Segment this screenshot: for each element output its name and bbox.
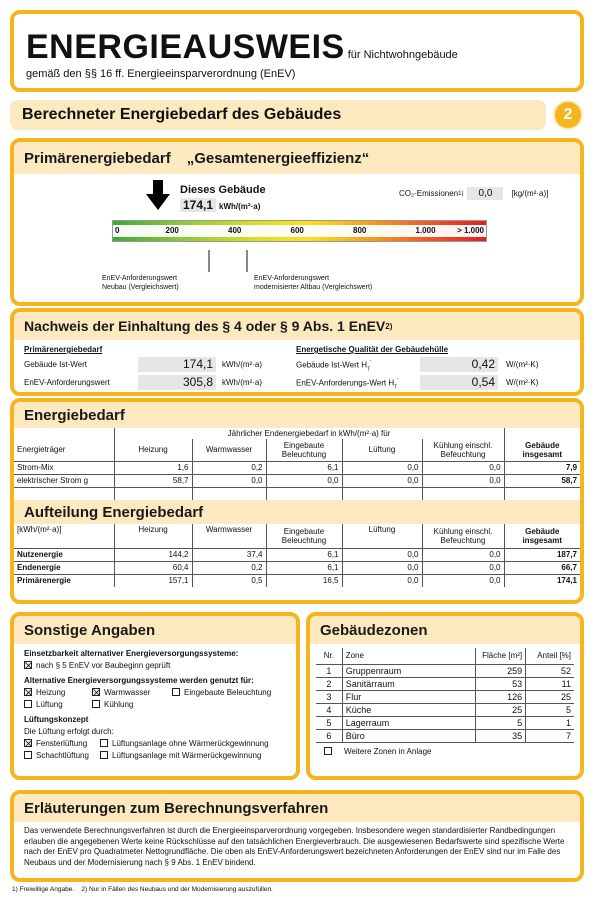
table-row bbox=[14, 474, 580, 487]
right-label-2-sub: T bbox=[394, 384, 398, 391]
left-row-2 bbox=[24, 375, 284, 390]
cell: Flur bbox=[342, 690, 475, 703]
col-head: Energieträger bbox=[17, 445, 66, 455]
cell: 16,5 bbox=[266, 574, 342, 587]
col-head: Kühlung einschl. Befeuchtung bbox=[422, 524, 504, 548]
primary-energy-header bbox=[14, 142, 580, 174]
cell: Gruppenraum bbox=[342, 664, 475, 677]
cell: 52 bbox=[526, 664, 574, 677]
option-label: Schachtlüftung bbox=[36, 751, 89, 760]
table-row bbox=[14, 561, 580, 574]
cell: 58,7 bbox=[504, 474, 580, 487]
table-row bbox=[316, 703, 574, 716]
col-head: Zone bbox=[342, 648, 475, 664]
option-label: Fensterlüftung bbox=[36, 739, 88, 748]
cell: 0,0 bbox=[342, 461, 422, 474]
cell bbox=[342, 487, 422, 500]
checkbox-schacht[interactable] bbox=[24, 751, 32, 759]
cell: 1,6 bbox=[114, 461, 192, 474]
header-box bbox=[10, 10, 584, 92]
checkbox-lueftung[interactable] bbox=[24, 700, 32, 708]
ref-mod-label-1: EnEV-Anforderungswert bbox=[254, 275, 330, 282]
cell: 6 bbox=[326, 730, 332, 741]
cell: 35 bbox=[475, 729, 525, 742]
cell: 174,1 bbox=[504, 574, 580, 587]
scale-tick-label: > 1.000 bbox=[457, 226, 484, 235]
primary-title-b: „Gesamtenergieeffizienz“ bbox=[186, 149, 370, 167]
primary-energy-box bbox=[10, 138, 584, 306]
left-label-1: Gebäude Ist-Wert bbox=[24, 360, 87, 369]
cell: 7,9 bbox=[504, 461, 580, 474]
left-label-2: EnEV-Anforderungswert bbox=[24, 378, 110, 387]
ref-new-label-1: EnEV-Anforderungswert bbox=[102, 275, 178, 282]
ref-mod-label-2: modernisierter Altbau (Vergleichswert) bbox=[254, 284, 373, 291]
energiebedarf-table bbox=[14, 428, 580, 500]
table-row bbox=[316, 690, 574, 703]
cell: 0,0 bbox=[422, 574, 504, 587]
vent-head: Lüftungskonzept bbox=[24, 715, 89, 724]
co2-value: 0,0 bbox=[467, 187, 503, 200]
checkbox-kuehlung[interactable] bbox=[92, 700, 100, 708]
cell bbox=[192, 487, 266, 500]
table-row bbox=[316, 664, 574, 677]
option-label: Kühlung bbox=[104, 700, 134, 709]
col-head: Eingebaute Beleuchtung bbox=[266, 439, 342, 461]
nachweis-header bbox=[14, 312, 580, 340]
co2-label: CO₂-Emissionen bbox=[399, 189, 459, 198]
right-label-2: EnEV-Anforderungs-Wert H bbox=[296, 378, 395, 388]
cell: 0,5 bbox=[192, 574, 266, 587]
building-value: 174,1 bbox=[180, 198, 216, 212]
cell: 0,0 bbox=[266, 474, 342, 487]
table-row bbox=[14, 461, 580, 474]
checkbox-anlage-mit[interactable] bbox=[100, 751, 108, 759]
energiebedarf-header bbox=[14, 402, 580, 428]
option-label: Lüftung bbox=[36, 700, 63, 709]
erlaeuterungen-title: Erläuterungen zum Berechnungsverfahren bbox=[24, 799, 329, 817]
nachweis-footnote: 2) bbox=[385, 321, 393, 331]
scale-ticks bbox=[113, 225, 486, 237]
cell: 126 bbox=[475, 690, 525, 703]
right-unit-1: W/(m²·K) bbox=[506, 360, 539, 369]
option-label: Eingebaute Beleuchtung bbox=[184, 688, 272, 697]
right-label-1-sub: T bbox=[367, 366, 371, 373]
table-row bbox=[316, 729, 574, 742]
ref-new-marker bbox=[208, 250, 210, 272]
col-head: Warmwasser bbox=[192, 439, 266, 461]
cell: 1 bbox=[326, 665, 332, 676]
co2-footnote: 1) bbox=[458, 190, 464, 197]
right-row-1 bbox=[296, 357, 576, 372]
table-row bbox=[14, 574, 580, 587]
left-value-1: 174,1 bbox=[138, 357, 216, 372]
col-head: Eingebaute Beleuchtung bbox=[266, 524, 342, 548]
ref-mod-marker bbox=[246, 250, 248, 272]
option-label: Warmwasser bbox=[104, 688, 151, 697]
table-row bbox=[316, 677, 574, 690]
aufteilung-table bbox=[14, 524, 580, 587]
aufteilung-header bbox=[14, 500, 580, 524]
cell: Endenergie bbox=[17, 563, 61, 572]
co2-unit: [kg/(m²·a)] bbox=[511, 189, 549, 198]
cell: Büro bbox=[342, 729, 475, 742]
aufteilung-title: Aufteilung Energiebedarf bbox=[24, 503, 204, 521]
col-head: Gebäude insgesamt bbox=[504, 524, 580, 548]
col-head: Lüftung bbox=[342, 439, 422, 461]
checkbox-anlage-ohne[interactable] bbox=[100, 739, 108, 747]
option-label: Lüftungsanlage mit Wärmerückgewinnung bbox=[112, 751, 262, 760]
cell: 58,7 bbox=[114, 474, 192, 487]
cell: Sanitärraum bbox=[342, 677, 475, 690]
energiebedarf-box bbox=[10, 398, 584, 604]
col-head: Heizung bbox=[114, 524, 192, 548]
cell: 187,7 bbox=[504, 548, 580, 561]
cell: 60,4 bbox=[114, 561, 192, 574]
erlaeuterungen-header bbox=[14, 794, 580, 822]
left-unit-2: kWh/(m²·a) bbox=[222, 378, 262, 387]
col-head: Heizung bbox=[114, 439, 192, 461]
col-head: Gebäude insgesamt bbox=[504, 439, 580, 461]
cell: 0,2 bbox=[192, 561, 266, 574]
col-head: Kühlung einschl. Befeuchtung bbox=[422, 439, 504, 461]
erlaeuterungen-text: Das verwendete Berechnungsverfahren ist durch die Energieeinsparverordnung vorgegeben. Insbesondere wegen standardisierter Randbedingungen erlauben die angegebenen Werte keine Rückschlüsse auf den tatsächlichen Energieverbrauch. Die ausgewiesenen Bedarfswerte sind spezifische Werte nach der EnEV pro Quadratmeter Nettogrundfläche. Die oben als EnEV-Anforderungswert bezeichneten Anforderungen der EnEV sind nur im Falle des Neubaus und der Modernisierung nach § 9 Abs. 1 EnEV bindend. bbox=[24, 826, 565, 867]
sonstige-title: Sonstige Angaben bbox=[24, 621, 156, 639]
page-number-badge bbox=[553, 100, 583, 130]
scale-tick-label: 400 bbox=[228, 226, 242, 235]
cell: 5 bbox=[526, 703, 574, 716]
col-head: Nr. bbox=[323, 651, 334, 661]
scale-tick-label: 1.000 bbox=[415, 226, 436, 235]
table-row bbox=[14, 548, 580, 561]
cell bbox=[266, 487, 342, 500]
right-unit-2: W/(m²·K) bbox=[506, 378, 539, 387]
more-zones-label: Weitere Zonen in Anlage bbox=[344, 746, 432, 756]
energiebedarf-title: Energiebedarf bbox=[24, 406, 125, 424]
arrow-head-icon bbox=[146, 194, 170, 210]
cell: 6,1 bbox=[266, 461, 342, 474]
nachweis-title: Nachweis der Einhaltung des § 4 oder § 9 Abs. 1 EnEV bbox=[24, 318, 386, 334]
cell: 6,1 bbox=[266, 548, 342, 561]
footnotes: 1) Freiwillige Angabe. 2) Nur in Fällen des Neubaus und der Modernisierung auszufüllen. bbox=[12, 886, 273, 893]
scale-tick-label: 800 bbox=[353, 226, 367, 235]
cell: 0,0 bbox=[192, 474, 266, 487]
cell: Nutzenergie bbox=[17, 550, 63, 559]
cell bbox=[504, 487, 580, 500]
scale-tick-label: 200 bbox=[165, 226, 179, 235]
right-value-1: 0,42 bbox=[420, 357, 498, 372]
cell: 25 bbox=[475, 703, 525, 716]
left-value-2: 305,8 bbox=[138, 375, 216, 390]
cell: 37,4 bbox=[192, 548, 266, 561]
alt-check-label: nach § 5 EnEV vor Baubeginn geprüft bbox=[36, 661, 171, 670]
right-row-2 bbox=[296, 375, 576, 390]
cell: 157,1 bbox=[114, 574, 192, 587]
energy-scale-bar bbox=[112, 220, 487, 242]
left-head: Primärenergiebedarf bbox=[24, 345, 103, 354]
col-head: Fläche [m²] bbox=[475, 648, 525, 664]
zonen-header bbox=[310, 616, 580, 644]
cell: 5 bbox=[326, 717, 332, 728]
building-unit: kWh/(m²·a) bbox=[219, 202, 261, 211]
left-row-1 bbox=[24, 357, 284, 372]
cell bbox=[114, 487, 192, 500]
checkbox-warmwasser[interactable] bbox=[92, 688, 100, 696]
primary-title: Primärenergiebedarf bbox=[24, 149, 171, 167]
table-row bbox=[316, 716, 574, 729]
erlaeuterungen-box bbox=[10, 790, 584, 882]
cell: elektrischer Strom g bbox=[17, 476, 89, 485]
sonstige-box bbox=[10, 612, 300, 780]
option-label: Heizung bbox=[36, 688, 66, 697]
cell: 2 bbox=[326, 678, 332, 689]
cell: 25 bbox=[526, 690, 574, 703]
cell: Primärenergie bbox=[17, 576, 71, 586]
section-bar bbox=[10, 100, 546, 130]
vent-subhead: Die Lüftung erfolgt durch: bbox=[24, 727, 114, 736]
zonen-box bbox=[306, 612, 584, 780]
checkbox-more-zones[interactable] bbox=[324, 747, 332, 755]
cell: Lagerraum bbox=[342, 716, 475, 729]
cell: 5 bbox=[475, 716, 525, 729]
group-head: Jährlicher Endenergiebedarf in kWh/(m²·a) für bbox=[114, 428, 504, 439]
cell: 66,7 bbox=[504, 561, 580, 574]
checkbox-beleuchtung[interactable] bbox=[172, 688, 180, 696]
right-head: Energetische Qualität der Gebäudehülle bbox=[296, 345, 449, 354]
cell: 11 bbox=[526, 677, 574, 690]
cell: 6,1 bbox=[266, 561, 342, 574]
table-row bbox=[14, 487, 580, 500]
building-label: Dieses Gebäude bbox=[180, 184, 266, 196]
cell: 0,0 bbox=[342, 548, 422, 561]
ref-new-label-2: Neubau (Vergleichswert) bbox=[102, 284, 179, 291]
checkbox-heizung[interactable] bbox=[24, 688, 32, 696]
cell: 1 bbox=[526, 716, 574, 729]
right-value-2: 0,54 bbox=[420, 375, 498, 390]
right-label-1: Gebäude Ist-Wert H bbox=[296, 360, 367, 370]
cell: 144,2 bbox=[114, 548, 192, 561]
cell: 4 bbox=[326, 704, 332, 715]
document-title: ENERGIEAUSWEIS bbox=[26, 28, 345, 66]
scale-tick-label: 0 bbox=[115, 226, 120, 235]
page-number: 2 bbox=[563, 106, 573, 123]
cell bbox=[14, 487, 114, 500]
nachweis-box bbox=[10, 308, 584, 396]
cell: 0,2 bbox=[192, 461, 266, 474]
cell: 3 bbox=[326, 691, 332, 702]
right-label-1-sup: ' bbox=[370, 360, 372, 366]
cell: 0,0 bbox=[422, 561, 504, 574]
cell bbox=[422, 487, 504, 500]
col-head: [kWh/(m²·a)] bbox=[17, 525, 62, 534]
right-label-2-sup: ' bbox=[397, 378, 399, 384]
checkbox-fensterlueftung[interactable] bbox=[24, 739, 32, 747]
cell: 53 bbox=[475, 677, 525, 690]
cell: 0,0 bbox=[342, 474, 422, 487]
cell: 0,0 bbox=[342, 561, 422, 574]
col-head: Warmwasser bbox=[192, 524, 266, 548]
cell: 7 bbox=[526, 729, 574, 742]
document-title-suffix: für Nichtwohngebäude bbox=[347, 49, 458, 61]
sonstige-header bbox=[14, 616, 296, 644]
alt-use-head: Alternative Energieversorgungssysteme werden genutzt für: bbox=[24, 676, 254, 685]
cell: Strom-Mix bbox=[17, 463, 54, 472]
cell: Küche bbox=[342, 703, 475, 716]
checkbox-checked[interactable] bbox=[24, 661, 32, 669]
cell: 259 bbox=[475, 664, 525, 677]
option-label: Lüftungsanlage ohne Wärmerückgewinnung bbox=[112, 739, 269, 748]
document-subtitle: gemäß den §§ 16 ff. Energieeinsparverordnung (EnEV) bbox=[26, 68, 296, 80]
zonen-title: Gebäudezonen bbox=[320, 621, 428, 639]
left-unit-1: kWh/(m²·a) bbox=[222, 360, 262, 369]
zonen-table bbox=[316, 648, 574, 743]
section-title: Berechneter Energiebedarf des Gebäudes bbox=[22, 106, 342, 123]
col-head: Lüftung bbox=[342, 524, 422, 548]
cell: 0,0 bbox=[422, 548, 504, 561]
cell: 0,0 bbox=[342, 574, 422, 587]
col-head: Anteil [%] bbox=[526, 648, 574, 664]
scale-tick-label: 600 bbox=[290, 226, 304, 235]
cell: 0,0 bbox=[422, 474, 504, 487]
cell: 0,0 bbox=[422, 461, 504, 474]
alt-check-head: Einsetzbarkeit alternativer Energieversorgungssysteme: bbox=[24, 649, 239, 658]
